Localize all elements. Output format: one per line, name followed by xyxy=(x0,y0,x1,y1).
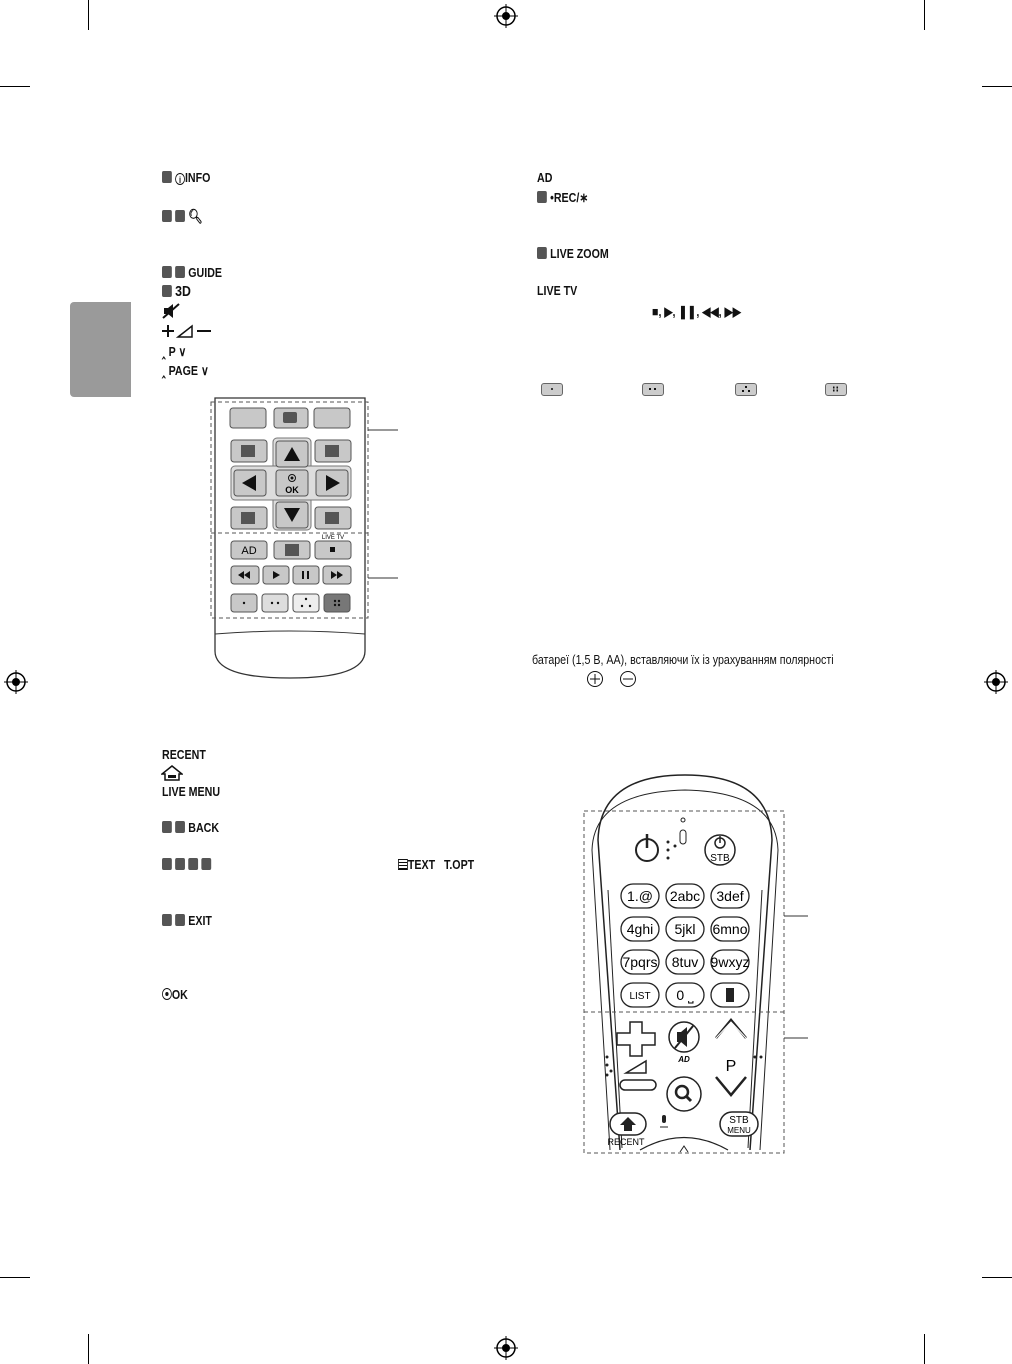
registration-mark-icon xyxy=(4,670,28,694)
color-button-icon xyxy=(162,266,172,278)
crop-mark xyxy=(982,86,1012,87)
plus-polarity-icon xyxy=(586,670,604,688)
ok-wheel-icon xyxy=(162,988,172,1000)
chevron-down-icon: ∨ xyxy=(178,344,187,359)
chevron-up-icon: ‸ xyxy=(162,363,166,378)
3d-label: 3D xyxy=(175,283,191,300)
standard-remote-illustration xyxy=(200,396,410,684)
four-dot-button-icon xyxy=(825,383,847,396)
minus-polarity-icon xyxy=(619,670,637,688)
color-button-icon xyxy=(175,914,185,926)
battery-note-line: батареї (1,5 В, AA), вставляючи їх із урахуванням полярності xyxy=(532,652,834,667)
color-button-icon xyxy=(162,285,172,297)
svg-text:OK: OK xyxy=(285,485,299,495)
home-icon xyxy=(161,765,183,781)
svg-text:AD: AD xyxy=(678,1055,690,1064)
guide-item xyxy=(162,265,222,281)
crop-mark xyxy=(982,1277,1012,1278)
color-button-icon xyxy=(201,858,211,870)
crop-mark xyxy=(924,0,925,30)
topt-label: T.OPT xyxy=(443,857,475,872)
teletext-icon xyxy=(398,859,408,870)
exit-item xyxy=(162,913,212,929)
ok-label: OK xyxy=(171,987,188,1002)
color-button-icon xyxy=(162,210,172,222)
search-item xyxy=(162,208,203,225)
playback-symbols: ■, ▶, ❚❚, ◀◀, ▶▶ xyxy=(652,304,741,319)
exit-label: EXIT xyxy=(188,913,212,928)
svg-text:LIST: LIST xyxy=(629,991,651,1002)
recent-item: RECENT xyxy=(162,747,206,762)
svg-text:7pqrs: 7pqrs xyxy=(622,954,658,970)
color-button-icon xyxy=(537,191,547,203)
3d-item xyxy=(162,284,191,300)
three-dot-button-icon xyxy=(735,383,757,396)
svg-text:5jkl: 5jkl xyxy=(674,921,696,937)
chevron-down-icon: ∨ xyxy=(200,363,209,378)
live-zoom-label: LIVE ZOOM xyxy=(550,246,609,261)
color-button-icon xyxy=(188,858,198,870)
volume-icon xyxy=(161,323,213,339)
crop-mark xyxy=(88,1334,89,1364)
search-icon: 🔍︎ xyxy=(188,208,203,224)
mute-icon xyxy=(162,303,180,319)
back-label: BACK xyxy=(188,820,220,835)
info-icon: i xyxy=(175,173,185,185)
color-button-icon xyxy=(162,914,172,926)
ok-item xyxy=(162,987,188,1003)
color-button-icon xyxy=(175,266,185,278)
live-tv-item: LIVE TV xyxy=(537,283,578,298)
p-label: P xyxy=(168,344,176,359)
live-menu-item: LIVE MENU xyxy=(162,784,221,799)
svg-text:9wxyz: 9wxyz xyxy=(710,954,750,970)
one-dot-button-icon xyxy=(541,383,563,396)
crop-mark xyxy=(88,0,89,30)
live-zoom-item xyxy=(537,246,609,262)
language-tab xyxy=(70,302,131,397)
svg-text:1.@: 1.@ xyxy=(627,888,653,904)
crop-mark xyxy=(0,1277,30,1278)
svg-text:0 ⎵: 0 ⎵ xyxy=(676,987,694,1003)
magic-remote-illustration xyxy=(580,770,820,1160)
two-dot-button-icon xyxy=(642,383,664,396)
rec-label: •REC/∗ xyxy=(550,190,589,205)
svg-text:LIVE TV: LIVE TV xyxy=(321,535,345,541)
ad-item: AD xyxy=(537,170,553,185)
color-button-icon xyxy=(162,171,172,183)
color-button-icon xyxy=(537,247,547,259)
color-button-icon xyxy=(175,210,185,222)
text-label: TEXT xyxy=(407,857,436,872)
color-buttons-item xyxy=(162,857,214,873)
svg-text:4ghi: 4ghi xyxy=(626,921,654,937)
svg-text:MENU: MENU xyxy=(727,1126,751,1135)
color-button-icon xyxy=(175,821,185,833)
crop-mark xyxy=(924,1334,925,1364)
guide-label: GUIDE xyxy=(188,265,223,280)
page-item xyxy=(162,363,209,379)
registration-mark-icon xyxy=(494,1336,518,1360)
dot-buttons-row xyxy=(541,381,781,395)
info-item xyxy=(162,170,210,186)
info-label: INFO xyxy=(184,170,211,185)
svg-text:RECENT: RECENT xyxy=(607,1137,645,1147)
svg-text:STB: STB xyxy=(729,1115,749,1126)
svg-text:P: P xyxy=(725,1058,737,1075)
crop-mark xyxy=(0,86,30,87)
rec-item xyxy=(537,190,588,206)
registration-mark-icon xyxy=(984,670,1008,694)
text-item xyxy=(398,857,474,873)
back-item xyxy=(162,820,219,836)
svg-text:3def: 3def xyxy=(716,888,744,904)
registration-mark-icon xyxy=(494,4,518,28)
channel-item xyxy=(162,344,186,360)
svg-text:STB: STB xyxy=(710,853,730,864)
chevron-up-icon: ‸ xyxy=(162,344,166,359)
color-button-icon xyxy=(162,858,172,870)
page-label: PAGE xyxy=(168,363,199,378)
color-button-icon xyxy=(175,858,185,870)
svg-text:AD: AD xyxy=(241,545,257,557)
svg-text:8tuv: 8tuv xyxy=(671,954,699,970)
svg-text:6mno: 6mno xyxy=(712,921,748,937)
svg-text:2abc: 2abc xyxy=(669,888,701,904)
color-button-icon xyxy=(162,821,172,833)
